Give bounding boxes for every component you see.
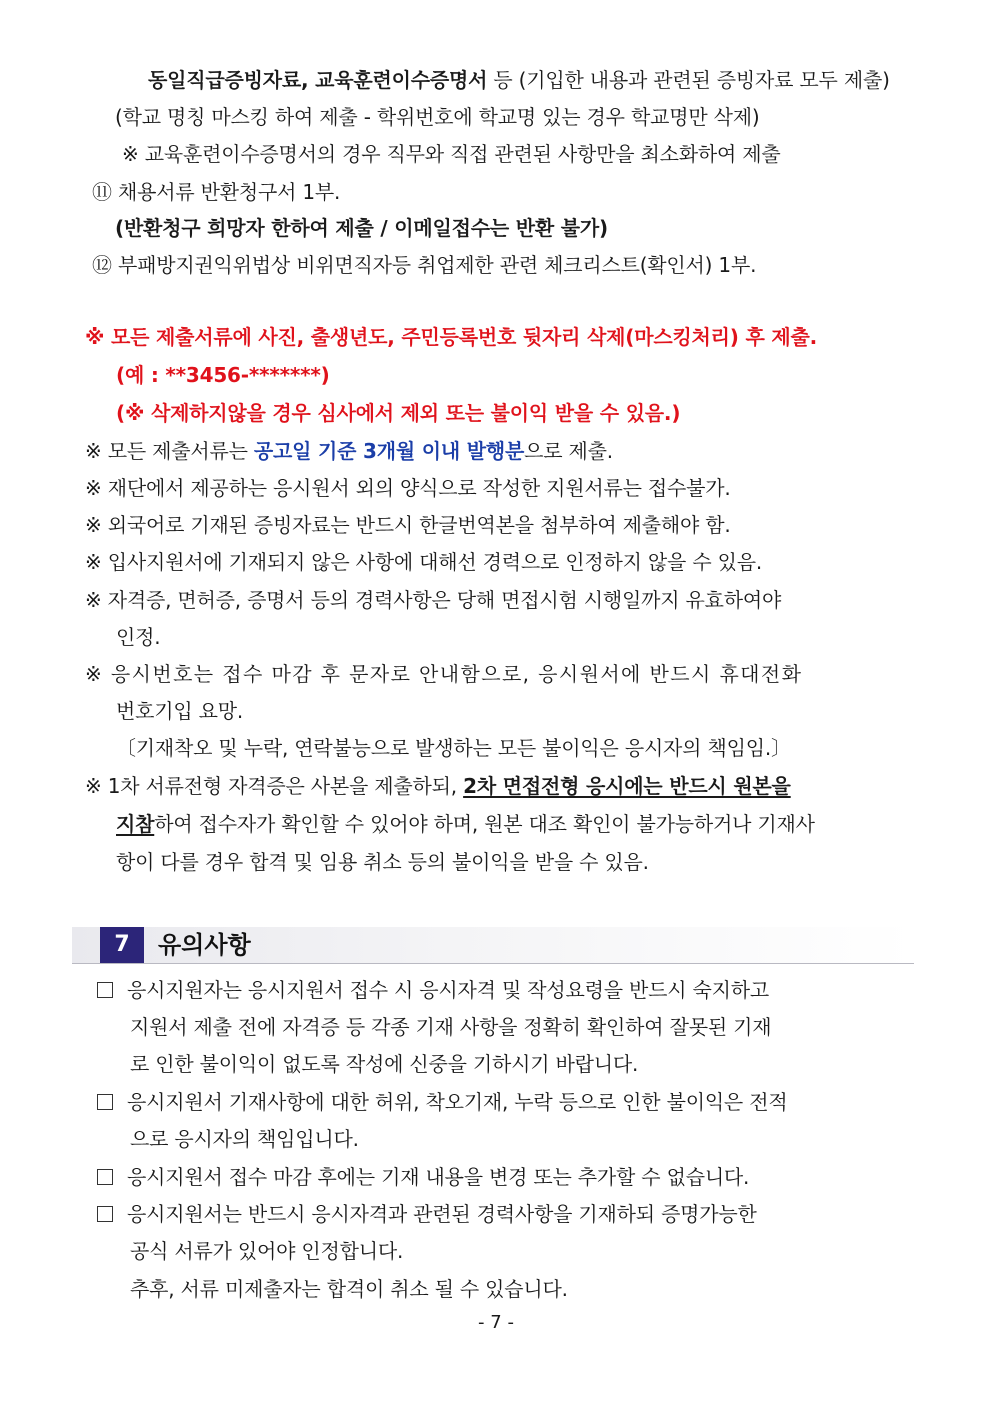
evidence-docs-line bbox=[148, 66, 890, 94]
item-12-checklist: ⑫ 부패방지권익위법상 비위면직자등 취업제한 관련 체크리스트(확인서) 1부. bbox=[92, 253, 757, 277]
checkbox-icon bbox=[97, 1169, 113, 1185]
caution-4-line-2: 공식 서류가 있어야 인정합니다. bbox=[130, 1239, 404, 1263]
validity-notice-cont: 인정. bbox=[116, 625, 161, 649]
checkbox-icon bbox=[97, 1206, 113, 1222]
responsibility-note: 〔기재착오 및 누락, 연락불능으로 발생하는 모든 불이익은 응시자의 책임임.〕 bbox=[116, 736, 791, 760]
caution-1-line-2: 지원서 제출 전에 자격증 등 각종 기재 사항을 정확히 확인하여 잘못된 기재 bbox=[130, 1015, 772, 1039]
issue-date-highlight: 공고일 기준 3개월 이내 발행분 bbox=[253, 439, 525, 463]
caution-2-line-2: 으로 응시자의 책임입니다. bbox=[130, 1127, 359, 1151]
return-request-note: (반환청구 희망자 한하여 제출 / 이메일접수는 반환 불가) bbox=[115, 216, 608, 240]
original-cert-notice-cont bbox=[116, 810, 815, 838]
checkbox-icon bbox=[97, 982, 113, 998]
masking-penalty: (※ 삭제하지않을 경우 심사에서 제외 또는 불이익 받을 수 있음.) bbox=[116, 401, 681, 425]
masking-warning: ※ 모든 제출서류에 사진, 출생년도, 주민등록번호 뒷자리 삭제(마스킹처리) 후 제출. bbox=[85, 325, 818, 349]
translation-notice: ※ 외국어로 기재된 증빙자료는 반드시 한글번역본을 첨부하여 제출해야 함. bbox=[85, 513, 731, 537]
form-notice: ※ 재단에서 제공하는 응시원서 외의 양식으로 작성한 지원서류는 접수불가. bbox=[85, 476, 731, 500]
original-cert-pre: ※ 1차 서류전형 자격증은 사본을 제출하되, bbox=[85, 774, 464, 798]
page-number: - 7 - bbox=[478, 1312, 514, 1333]
school-masking-note: (학교 명칭 마스킹 하여 제출 - 학위번호에 학교명 있는 경우 학교명만 삭제) bbox=[115, 105, 760, 129]
section-title: 유의사항 bbox=[158, 931, 251, 959]
training-cert-note: ※ 교육훈련이수증명서의 경우 직무와 직접 관련된 사항만을 최소화하여 제출 bbox=[122, 142, 781, 166]
checkbox-icon bbox=[97, 1094, 113, 1110]
caution-3-line-1: 응시지원서 접수 마감 후에는 기재 내용을 변경 또는 추가할 수 없습니다. bbox=[127, 1165, 750, 1189]
issue-date-pre: ※ 모든 제출서류는 bbox=[85, 439, 254, 463]
evidence-docs-bold: 동일직급증빙자료, 교육훈련이수증명서 bbox=[148, 68, 488, 92]
caution-item-2 bbox=[97, 1088, 787, 1116]
caution-item-3 bbox=[97, 1163, 749, 1191]
applicant-number-notice: ※ 응시번호는 접수 마감 후 문자로 안내함으로, 응시원서에 반드시 휴대전화 bbox=[85, 662, 803, 686]
caution-item-4 bbox=[97, 1200, 757, 1228]
caution-4-line-3: 추후, 서류 미제출자는 합격이 취소 될 수 있습니다. bbox=[130, 1277, 568, 1301]
section-number: 7 bbox=[100, 927, 144, 963]
original-cert-notice bbox=[85, 772, 791, 800]
evidence-docs-rest: 등 (기입한 내용과 관련된 증빙자료 모두 제출) bbox=[487, 68, 890, 92]
issue-date-notice bbox=[85, 437, 613, 465]
validity-notice: ※ 자격증, 면허증, 증명서 등의 경력사항은 당해 면접시험 시행일까지 유효하여야 bbox=[85, 588, 782, 612]
original-cert-underlined: 2차 면접전형 응시에는 반드시 원본을 bbox=[463, 774, 791, 798]
original-cert-bring: 지참 bbox=[116, 812, 155, 836]
item-11-return-request: ⑪ 채용서류 반환청구서 1부. bbox=[92, 180, 341, 204]
caution-1-line-1: 응시지원자는 응시지원서 접수 시 응시자격 및 작성요령을 반드시 숙지하고 bbox=[127, 978, 769, 1002]
applicant-number-notice-cont: 번호기입 요망. bbox=[116, 699, 244, 723]
career-notice: ※ 입사지원서에 기재되지 않은 사항에 대해선 경력으로 인정하지 않을 수 있음. bbox=[85, 550, 763, 574]
issue-date-post: 으로 제출. bbox=[524, 439, 613, 463]
caution-2-line-1: 응시지원서 기재사항에 대한 허위, 착오기재, 누락 등으로 인한 불이익은 전적 bbox=[127, 1090, 788, 1114]
caution-item-1 bbox=[97, 976, 769, 1004]
original-cert-rest: 하여 접수자가 확인할 수 있어야 하며, 원본 대조 확인이 불가능하거나 기재사 bbox=[154, 812, 815, 836]
masking-example: (예 : **3456-*******) bbox=[116, 363, 330, 387]
caution-1-line-3: 로 인한 불이익이 없도록 작성에 신중을 기하시기 바랍니다. bbox=[130, 1052, 639, 1076]
original-cert-notice-end: 항이 다를 경우 합격 및 임용 취소 등의 불이익을 받을 수 있음. bbox=[116, 850, 649, 874]
caution-4-line-1: 응시지원서는 반드시 응시자격과 관련된 경력사항을 기재하되 증명가능한 bbox=[127, 1202, 757, 1226]
